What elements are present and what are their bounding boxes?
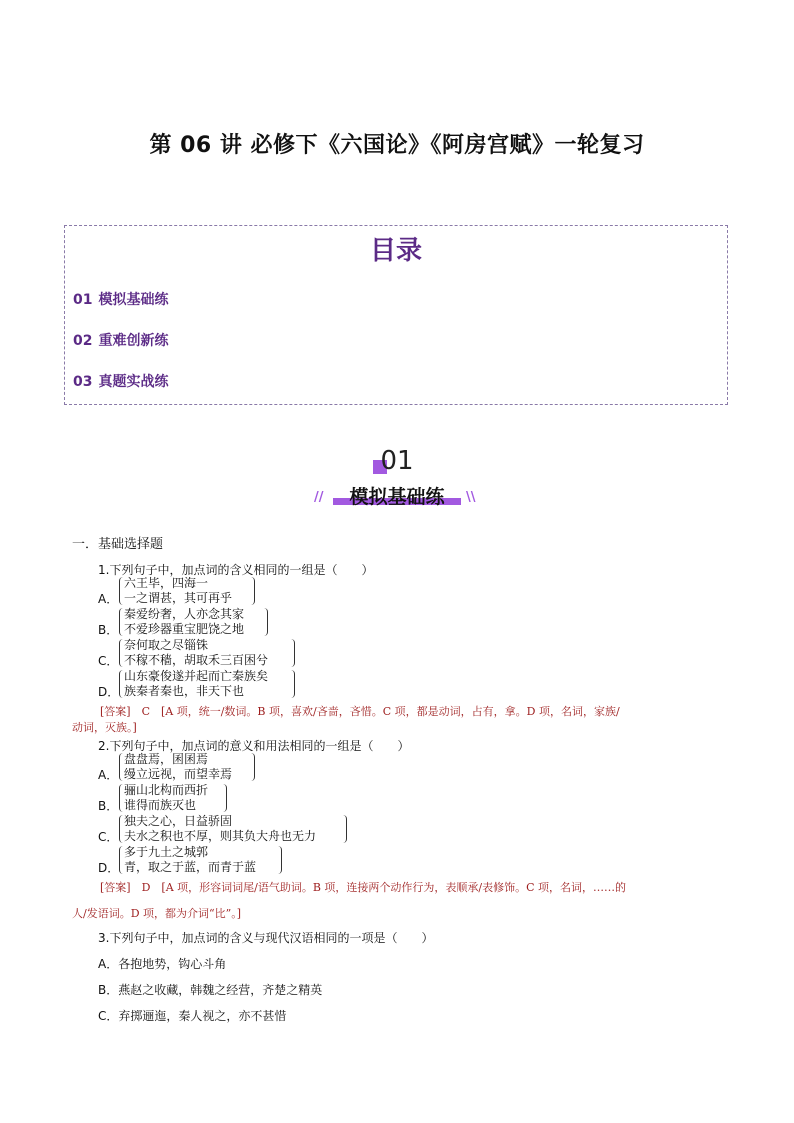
- right-brace-icon: [342, 815, 347, 843]
- option-line: 夫水之积也不厚，则其负大舟也无力: [124, 829, 317, 843]
- option-line: 独夫之心，日益骄固: [124, 814, 233, 828]
- part-heading: 一．基础选择题: [72, 537, 164, 552]
- right-brace-icon: [250, 753, 255, 781]
- option-line: 奈何取之尽锱铢: [124, 638, 209, 652]
- option-line: 不爱珍器重宝肥饶之地: [124, 622, 245, 636]
- option-label: B．: [98, 799, 119, 813]
- option-label: D．: [98, 861, 120, 875]
- right-brace-icon: [277, 846, 282, 874]
- right-brace-icon: [290, 670, 295, 698]
- toc-item-number: 01: [73, 292, 93, 308]
- option-line: 青，取之于蓝，而青于蓝: [124, 860, 257, 874]
- question-choice[interactable]: A．各抱地势，钩心斗角: [98, 957, 227, 971]
- left-brace-icon: [119, 784, 124, 812]
- toc-item-label: 模拟基础练: [98, 292, 169, 308]
- table-of-contents: [64, 225, 728, 405]
- answer-explanation: [答案] D [A 项，形容词词尾/语气助词。B 项，连接两个动作行为，表顺承/表修饰。C 项，名词，……的: [100, 881, 627, 894]
- question-choice[interactable]: C．弃掷逦迤，秦人视之，亦不甚惜: [98, 1009, 287, 1023]
- section-right-decoration: \\: [466, 490, 476, 505]
- toc-item-number: 02: [73, 333, 93, 349]
- option-sentence-pair: [124, 752, 232, 782]
- left-brace-icon: [119, 639, 124, 667]
- option-label: C．: [98, 654, 119, 668]
- left-brace-icon: [119, 846, 124, 874]
- page-title: 第 06 讲 必修下《六国论》《阿房宫赋》一轮复习: [149, 133, 645, 158]
- right-brace-icon: [263, 608, 268, 636]
- option-line: 六王毕，四海一: [124, 576, 209, 590]
- section-left-decoration: //: [314, 490, 324, 505]
- option-line: 山东豪俊遂并起而亡秦族矣: [124, 669, 269, 683]
- question-stem: 3.下列句子中，加点词的含义与现代汉语相同的一项是（ ）: [98, 931, 434, 945]
- question-choice[interactable]: B．燕赵之收藏，韩魏之经营，齐楚之精英: [98, 983, 323, 997]
- answer-explanation-continued: 人/发语词。D 项，都为介词“比”。]: [72, 907, 242, 920]
- option-sentence-pair: [124, 845, 256, 875]
- option-sentence-pair: [124, 607, 244, 637]
- option-line: 族秦者秦也，非天下也: [124, 684, 245, 698]
- option-line: 不稼不穑，胡取禾三百困兮: [124, 653, 269, 667]
- right-brace-icon: [290, 639, 295, 667]
- toc-item-label: 重难创新练: [98, 333, 169, 349]
- left-brace-icon: [119, 815, 124, 843]
- right-brace-icon: [250, 577, 255, 605]
- option-line: 谁得而族灭也: [124, 798, 197, 812]
- question-stem: 1.下列句子中，加点词的含义相同的一组是（ ）: [98, 563, 374, 577]
- option-label: C．: [98, 830, 119, 844]
- answer-explanation-continued: 动词，灭族。]: [72, 721, 137, 734]
- option-sentence-pair: [124, 638, 268, 668]
- toc-heading: 目录: [369, 236, 422, 266]
- section-title: 模拟基础练: [349, 486, 445, 508]
- option-line: 盘盘焉，囷囷焉: [124, 752, 209, 766]
- question-stem: 2.下列句子中，加点词的意义和用法相同的一组是（ ）: [98, 739, 410, 753]
- option-label: A．: [98, 768, 119, 782]
- option-line: 秦爱纷奢，人亦念其家: [124, 607, 245, 621]
- left-brace-icon: [119, 753, 124, 781]
- option-line: 缦立远视，而望幸焉: [124, 767, 233, 781]
- option-line: 骊山北构而西折: [124, 783, 209, 797]
- option-label: A．: [98, 592, 119, 606]
- answer-explanation: [答案] C [A 项，统一/数词。B 项，喜欢/吝啬，吝惜。C 项，都是动词，占有，拿。D 项，名词，家族/: [100, 705, 620, 718]
- section-number: 01: [380, 446, 414, 476]
- toc-item-2[interactable]: [73, 330, 168, 350]
- toc-item-label: 真题实战练: [98, 374, 169, 390]
- option-sentence-pair: [124, 783, 208, 813]
- left-brace-icon: [119, 577, 124, 605]
- left-brace-icon: [119, 608, 124, 636]
- toc-item-number: 03: [73, 374, 93, 390]
- option-sentence-pair: [124, 576, 232, 606]
- option-line: 一之谓甚，其可再乎: [124, 591, 233, 605]
- toc-item-1[interactable]: [73, 289, 168, 309]
- option-line: 多于九土之城郭: [124, 845, 209, 859]
- option-label: B．: [98, 623, 119, 637]
- option-label: D．: [98, 685, 120, 699]
- option-sentence-pair: [124, 669, 268, 699]
- right-brace-icon: [222, 784, 227, 812]
- left-brace-icon: [119, 670, 124, 698]
- toc-item-3[interactable]: [73, 371, 168, 391]
- option-sentence-pair: [124, 814, 316, 844]
